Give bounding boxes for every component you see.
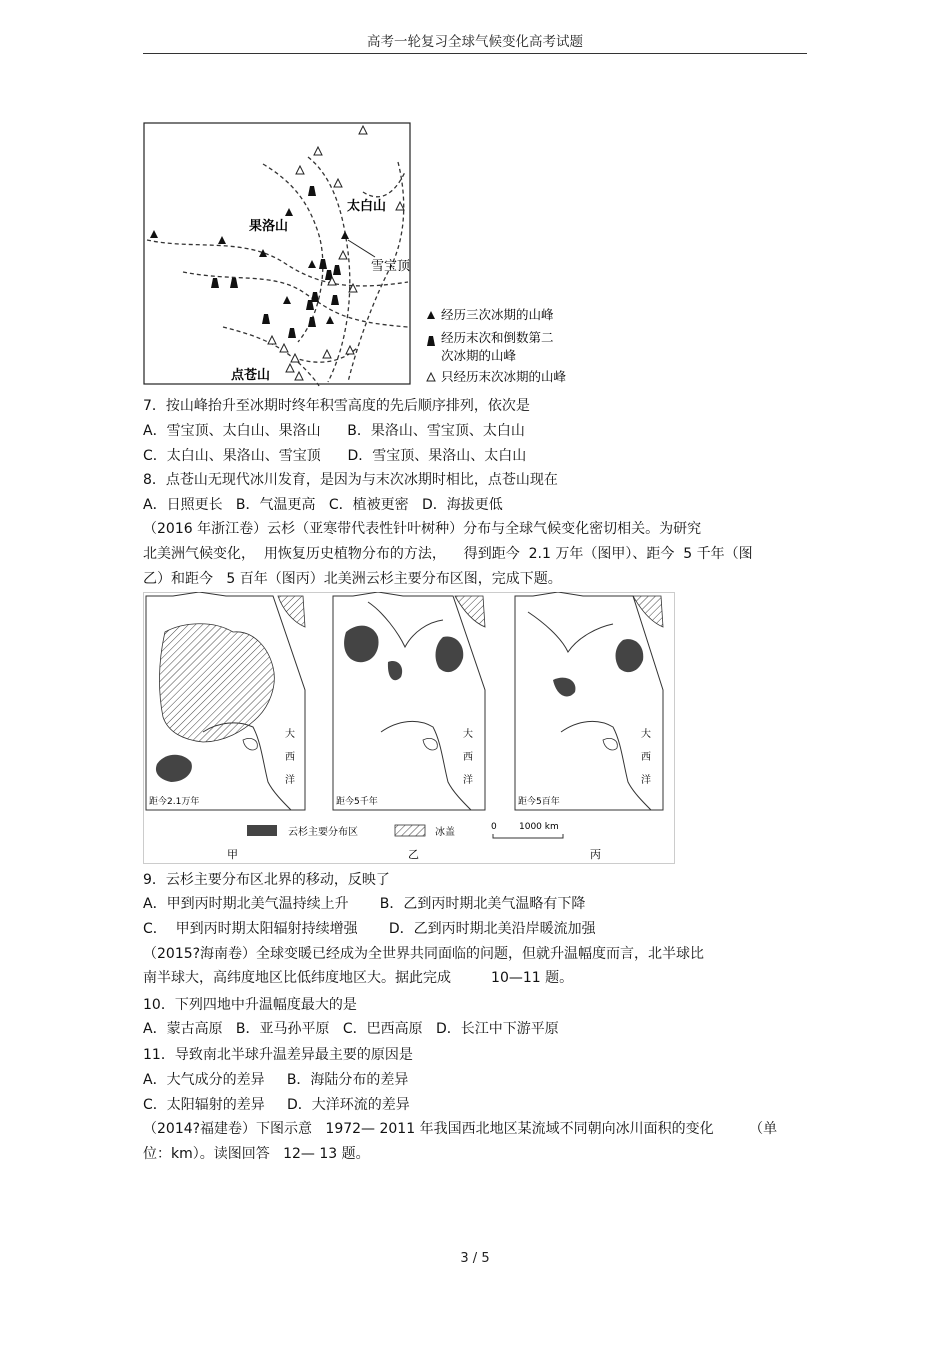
ocean-char-yi-1: 大: [463, 729, 473, 740]
ocean-char-bing-3: 洋: [641, 775, 651, 786]
legend-three: 经历三次冰期的山峰: [441, 307, 554, 322]
question-9-stem: 9．云杉主要分布区北界的移动，反映了: [143, 872, 390, 888]
question-11-options-ab: A．大气成分的差异 B．海陆分布的差异: [143, 1072, 409, 1088]
label-xuebaoding: 雪宝顶: [371, 259, 411, 274]
panel-note-bing: 距今5百年: [518, 797, 560, 807]
mountain-peaks-map: [143, 122, 588, 387]
ocean-char-jia-1: 大: [285, 729, 295, 740]
spruce-distribution-maps: [143, 592, 675, 864]
passage-2015-line1: （2015?海南卷）全球变暖已经成为全世界共同面临的问题，但就升温幅度而言，北半球比: [143, 946, 705, 962]
legend-last: 只经历末次冰期的山峰: [441, 369, 567, 384]
passage-2014-line2: 位：km）。读图回答 12— 13 题。: [143, 1146, 370, 1162]
panel-name-yi: 乙: [408, 848, 419, 861]
label-taibaishan: 太白山: [347, 199, 387, 214]
legend-spruce: 云杉主要分布区: [288, 827, 358, 838]
panel-name-jia: 甲: [227, 848, 238, 861]
map-panel-yi: [333, 592, 485, 810]
map-panel-bing: [515, 592, 663, 810]
figure1-legend: [427, 307, 567, 384]
scale-zero: 0: [491, 822, 497, 832]
question-11-options-cd: C．太阳辐射的差异 D．大洋环流的差异: [143, 1097, 410, 1113]
passage-2016-line1: （2016 年浙江卷）云杉（亚寒带代表性针叶树种）分布与全球气候变化密切相关。为研究: [143, 521, 702, 537]
ocean-char-bing-1: 大: [641, 729, 651, 740]
question-7-stem: 7．按山峰抬升至冰期时终年积雪高度的先后顺序排列，依次是: [143, 398, 530, 414]
question-10-options: A．蒙古高原 B．亚马孙平原 C．巴西高原 D．长江中下游平原: [143, 1021, 559, 1037]
page-number: 3 / 5: [460, 1251, 490, 1266]
ocean-char-bing-2: 西: [641, 752, 651, 763]
panel-note-jia: 距今2.1万年: [149, 797, 200, 807]
question-11-stem: 11．导致南北半球升温差异最主要的原因是: [143, 1047, 413, 1063]
passage-2014-line1: （2014?福建卷）下图示意 1972— 2011 年我国西北地区某流域不同朝向冰川面积的变化 （单: [143, 1121, 778, 1137]
passage-2016-line2: 北美洲气候变化， 用恢复历史植物分布的方法， 得到距今 2.1 万年（图甲）、距今 5 千年（图: [143, 546, 753, 562]
ocean-char-yi-2: 西: [463, 752, 473, 763]
question-7-options-cd: C．太白山、果洛山、雪宝顶 D．雪宝顶、果洛山、太白山: [143, 448, 527, 464]
label-guoluoshan: 果洛山: [249, 219, 289, 234]
legend-ice: 冰盖: [435, 827, 455, 838]
question-9-options-cd: C． 甲到丙时期太阳辐射持续增强 D．乙到丙时期北美沿岸暖流加强: [143, 921, 596, 937]
ocean-char-yi-3: 洋: [463, 775, 473, 786]
page-header: 高考一轮复习全球气候变化高考试题: [367, 34, 583, 50]
panel-name-bing: 丙: [590, 848, 601, 861]
question-8-options: A．日照更长 B．气温更高 C．植被更密 D．海拔更低: [143, 497, 503, 513]
passage-2016-line3: 乙）和距今 5 百年（图丙）北美洲云杉主要分布区图，完成下题。: [143, 571, 562, 587]
question-9-options-ab: A．甲到丙时期北美气温持续上升 B．乙到丙时期北美气温略有下降: [143, 896, 586, 912]
ocean-char-jia-3: 洋: [285, 775, 295, 786]
panel-note-yi: 距今5千年: [336, 797, 378, 807]
map-panel-jia: [146, 592, 305, 810]
question-10-stem: 10．下列四地中升温幅度最大的是: [143, 997, 357, 1013]
legend-two-line1: 经历末次和倒数第二: [441, 330, 554, 345]
ocean-char-jia-2: 西: [285, 752, 295, 763]
question-8-stem: 8．点苍山无现代冰川发育，是因为与末次冰期时相比，点苍山现在: [143, 472, 558, 488]
passage-2015-line2: 南半球大，高纬度地区比低纬度地区大。据此完成 10—11 题。: [143, 970, 574, 986]
label-diancangshan: 点苍山: [231, 368, 271, 383]
scale-label: 1000 km: [519, 822, 559, 832]
question-7-options-ab: A．雪宝顶、太白山、果洛山 B．果洛山、雪宝顶、太白山: [143, 423, 525, 439]
legend-two-line2: 次冰期的山峰: [441, 348, 517, 363]
header-rule: [143, 53, 807, 54]
